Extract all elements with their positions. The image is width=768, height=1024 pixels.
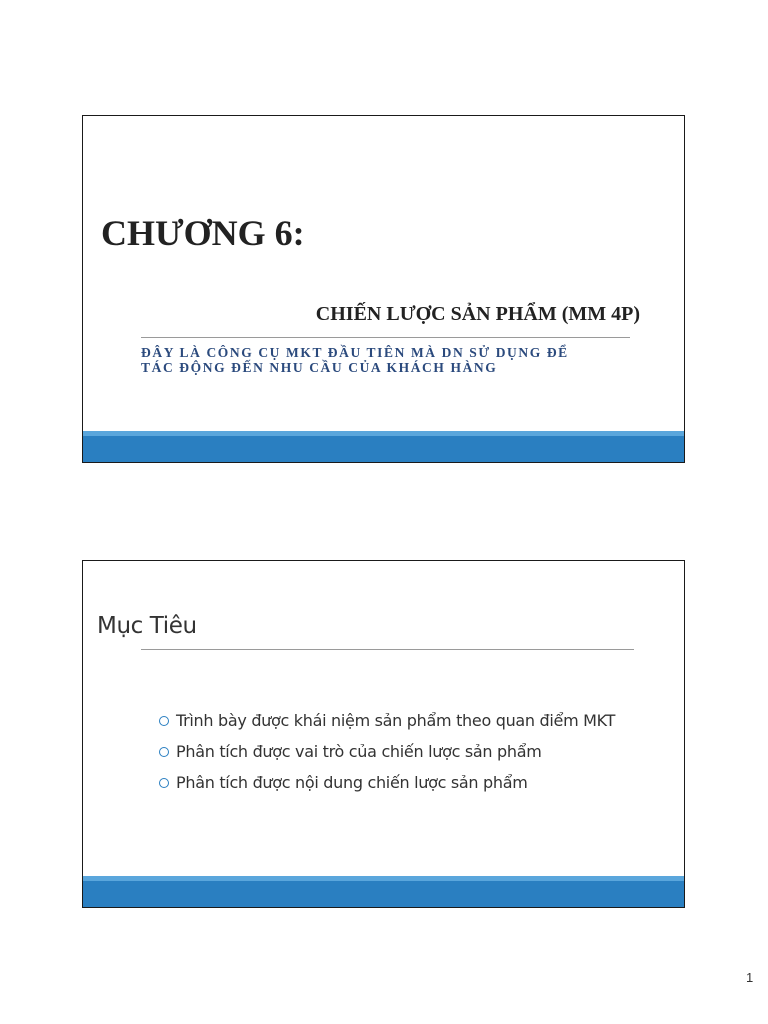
list-item-text: Phân tích được vai trò của chiến lược sản phẩm <box>176 742 542 761</box>
chapter-title: CHƯƠNG 6: <box>101 213 305 253</box>
list-item-text: Trình bày được khái niệm sản phẩm theo quan điểm MKT <box>176 711 616 730</box>
page-number: 1 <box>746 970 754 985</box>
chapter-description-line: ĐÂY LÀ CÔNG CỤ MKT ĐẦU TIÊN MÀ DN SỬ DỤNG ĐỂ <box>141 345 569 360</box>
chapter-subtitle: CHIẾN LƯỢC SẢN PHẨM (MM 4P) <box>315 303 640 325</box>
title-divider <box>141 649 634 650</box>
list-item <box>159 767 615 798</box>
slide-footer-bar <box>83 436 684 462</box>
circle-bullet-icon <box>159 747 169 757</box>
list-item-text: Phân tích được nội dung chiến lược sản phẩm <box>176 773 528 792</box>
title-divider <box>141 337 630 338</box>
circle-bullet-icon <box>159 778 169 788</box>
list-item <box>159 736 615 767</box>
chapter-description <box>141 345 621 375</box>
slide-objectives <box>82 560 685 908</box>
chapter-description-line: TÁC ĐỘNG ĐẾN NHU CẦU CỦA KHÁCH HÀNG <box>141 360 498 375</box>
objectives-list <box>159 705 615 798</box>
list-item <box>159 705 615 736</box>
slide-chapter-title <box>82 115 685 463</box>
circle-bullet-icon <box>159 716 169 726</box>
section-title: Mục Tiêu <box>97 613 197 639</box>
slide-footer-bar <box>83 881 684 907</box>
